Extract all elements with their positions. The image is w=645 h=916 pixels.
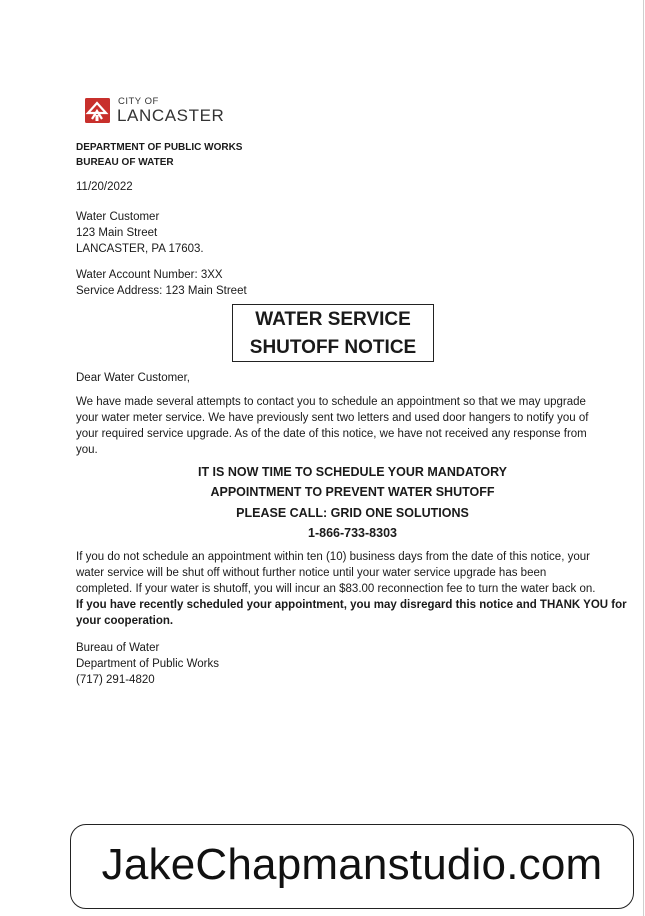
callout-line-3: PLEASE CALL: GRID ONE SOLUTIONS <box>236 506 469 520</box>
notice-title-line1: WATER SERVICE <box>255 309 411 330</box>
recipient-city: LANCASTER, PA 17603. <box>76 243 204 255</box>
paragraph-line: water service will be shut off without further notice until your water service upgrade has been <box>76 567 547 579</box>
paragraph-line: your water meter service. We have previously sent two letters and used door hangers to notify you of <box>76 412 589 424</box>
watermark-text: JakeChapmanstudio.com <box>101 840 603 889</box>
paragraph-line: If you do not schedule an appointment within ten (10) business days from the date of this notice, your <box>76 551 590 563</box>
signature-department: Department of Public Works <box>76 658 219 670</box>
callout-line-2: APPOINTMENT TO PREVENT WATER SHUTOFF <box>210 485 495 499</box>
recipient-street: 123 Main Street <box>76 227 158 239</box>
body-paragraph-2 <box>76 549 632 629</box>
service-address: Service Address: 123 Main Street <box>76 285 247 297</box>
account-number: Water Account Number: 3XX <box>76 269 223 281</box>
bureau-name: BUREAU OF WATER <box>76 157 174 168</box>
paragraph-line: completed. If your water is shutoff, you will incur an $83.00 reconnection fee to turn the water back on. <box>76 583 596 595</box>
recipient-name: Water Customer <box>76 211 160 223</box>
paragraph-line: We have made several attempts to contact you to schedule an appointment so that we may upgrade <box>76 396 586 408</box>
callout-line-1: IT IS NOW TIME TO SCHEDULE YOUR MANDATORY <box>197 465 508 479</box>
body-paragraph-1 <box>76 394 632 458</box>
letter-date: 11/20/2022 <box>76 181 133 193</box>
paragraph-line-bold: your cooperation. <box>76 615 174 627</box>
signature-bureau: Bureau of Water <box>76 642 160 654</box>
logo-text-large: LANCASTER <box>117 106 225 125</box>
city-emblem-icon <box>84 95 112 127</box>
salutation: Dear Water Customer, <box>76 372 190 384</box>
notice-title-line2: SHUTOFF NOTICE <box>249 337 417 358</box>
city-logo <box>84 95 234 129</box>
department-name: DEPARTMENT OF PUBLIC WORKS <box>76 142 243 153</box>
paragraph-line: you. <box>76 444 98 456</box>
signature-phone: (717) 291-4820 <box>76 674 155 686</box>
paragraph-line: your required service upgrade. As of the date of this notice, we have not received any response from <box>76 428 587 440</box>
callout-phone: 1-866-733-8303 <box>308 526 397 540</box>
notice-title-box <box>232 304 434 362</box>
watermark-banner <box>70 824 634 909</box>
paragraph-line-bold: If you have recently scheduled your appointment, you may disregard this notice and THANK YOU for <box>76 599 627 611</box>
logo-text-small: CITY OF <box>118 96 159 107</box>
